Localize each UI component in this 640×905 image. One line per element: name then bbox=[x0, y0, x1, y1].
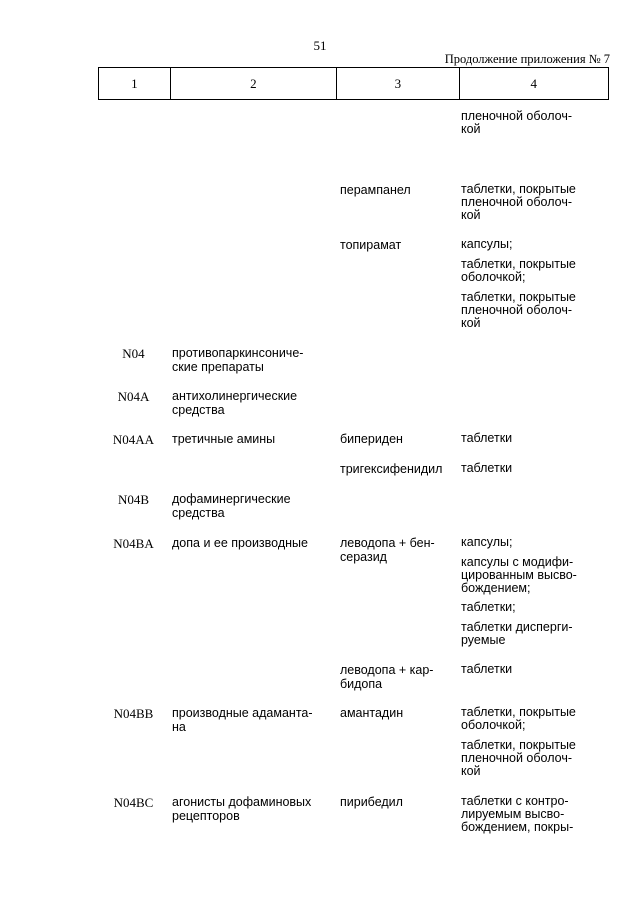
atc-group-name: производные адаманта- на bbox=[172, 706, 313, 734]
dosage-form: капсулы; bbox=[461, 535, 513, 549]
atc-group-name: дофаминергические средства bbox=[172, 492, 291, 520]
drug-name: леводопа + бен- серазид bbox=[340, 536, 435, 564]
dosage-form: таблетки bbox=[461, 461, 513, 475]
column-header-2: 2 bbox=[170, 68, 336, 99]
dosage-form: таблетки, покрытые пленочной оболоч- кой bbox=[461, 182, 576, 222]
atc-group-name: антихолинергические средства bbox=[172, 389, 298, 417]
dosage-form: таблетки; bbox=[461, 600, 516, 614]
atc-code: N04BA bbox=[113, 536, 154, 551]
dosage-form: таблетки дисперги- руемые bbox=[461, 620, 573, 647]
dosage-form: капсулы с модифи- цированным высво- бождением; bbox=[461, 555, 577, 595]
drug-name: топирамат bbox=[340, 238, 402, 252]
table-header bbox=[98, 67, 609, 100]
drug-name: леводопа + кар- бидопа bbox=[340, 663, 434, 691]
column-header-4: 4 bbox=[459, 68, 608, 99]
drug-name: перампанел bbox=[340, 183, 411, 197]
atc-group-name: противопаркинсониче- ские препараты bbox=[172, 346, 304, 374]
drug-name: бипериден bbox=[340, 432, 403, 446]
drug-name: тригексифенидил bbox=[340, 462, 443, 476]
page-number: 51 bbox=[313, 38, 327, 53]
atc-group-name: допа и ее производные bbox=[172, 536, 308, 550]
dosage-form: капсулы; bbox=[461, 237, 513, 251]
dosage-form: таблетки, покрытые пленочной оболоч- кой bbox=[461, 738, 576, 778]
atc-code: N04 bbox=[122, 346, 145, 361]
atc-group-name: агонисты дофаминовых рецепторов bbox=[172, 795, 312, 823]
drug-name: амантадин bbox=[340, 706, 404, 720]
dosage-form: таблетки, покрытые пленочной оболоч- кой bbox=[461, 290, 576, 330]
atc-code: N04BB bbox=[113, 706, 154, 721]
appendix-continuation-note: Продолжение приложения № 7 bbox=[444, 52, 610, 66]
drug-name: пирибедил bbox=[340, 795, 403, 809]
dosage-form: таблетки bbox=[461, 431, 513, 445]
dosage-form: таблетки bbox=[461, 662, 513, 676]
atc-code: N04B bbox=[117, 492, 150, 507]
column-header-1: 1 bbox=[131, 75, 138, 91]
dosage-form: таблетки с контро- лируемым высво- бождением, покры- bbox=[461, 794, 574, 834]
dosage-form: таблетки, покрытые оболочкой; bbox=[461, 257, 576, 284]
dosage-form: пленочной оболоч- кой bbox=[461, 109, 572, 136]
dosage-form: таблетки, покрытые оболочкой; bbox=[461, 705, 576, 732]
atc-code: N04BC bbox=[113, 795, 154, 810]
atc-group-name: третичные амины bbox=[172, 432, 276, 446]
atc-code: N04A bbox=[117, 389, 150, 404]
atc-code: N04AA bbox=[112, 432, 155, 447]
column-header-3: 3 bbox=[336, 68, 459, 99]
